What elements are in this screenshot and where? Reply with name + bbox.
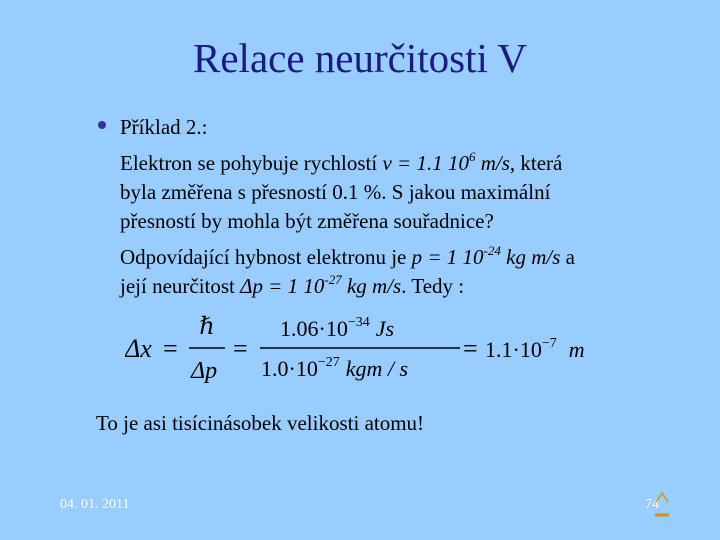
text-line-3: přesností by mohla být změřena souřadnice? [120,209,494,233]
bullet-point-icon [98,121,106,129]
eq-result: $1.1\cdot 10^{-7}$ m [485,336,585,362]
velocity-expression: v = 1.1 10 [382,151,469,175]
text-line-2: byla změřena s přesností 0.1 %. S jakou maximální [120,180,551,204]
eq-hbar: ℏ [199,314,215,340]
home-icon[interactable] [654,488,670,520]
text-line-1 [120,149,563,175]
eq-equals-1: = [163,334,178,363]
uncertainty-equation [125,312,625,387]
eq-equals-2: = [233,334,248,363]
momentum-unit: kg m/s [500,245,561,269]
uncertainty-expression: Δp = 1 10 [240,274,325,298]
momentum-exponent: -24 [483,243,501,258]
eq-lhs: Δx [125,334,152,363]
line-1-end: , která [509,151,563,175]
text-line-5 [120,272,465,298]
velocity-exponent: 6 [468,149,476,164]
uncertainty-unit: kg m/s [341,274,402,298]
velocity-unit: m/s [475,151,510,175]
eq-equals-3: = [463,334,478,363]
example-label: Příklad 2.: [120,115,208,139]
line-5-text: její neurčitost [120,274,241,298]
uncertainty-exponent: -27 [324,272,342,287]
momentum-expression: p = 1 10 [411,245,484,269]
den-mantissa: $1.0\cdot 10^{-27}$ kgm / s [261,355,409,381]
line-5-end: . Tedy : [401,274,465,298]
conclusion-text: To je asi tisícinásobek velikosti atomu! [96,411,425,435]
text-line-4 [120,243,575,269]
slide-title: Relace neurčitosti V [193,35,527,81]
line-4-end: a [560,245,575,269]
page-number: 74 [645,497,659,512]
eq-delta-p: Δp [191,358,218,384]
line-4-text: Odpovídající hybnost elektronu je [120,245,412,269]
footer-date: 04. 01. 2011 [60,497,130,512]
num-mantissa: $1.06\cdot 10^{-34}$ Js [280,315,395,341]
line-1-text: Elektron se pohybuje rychlostí [120,151,383,175]
